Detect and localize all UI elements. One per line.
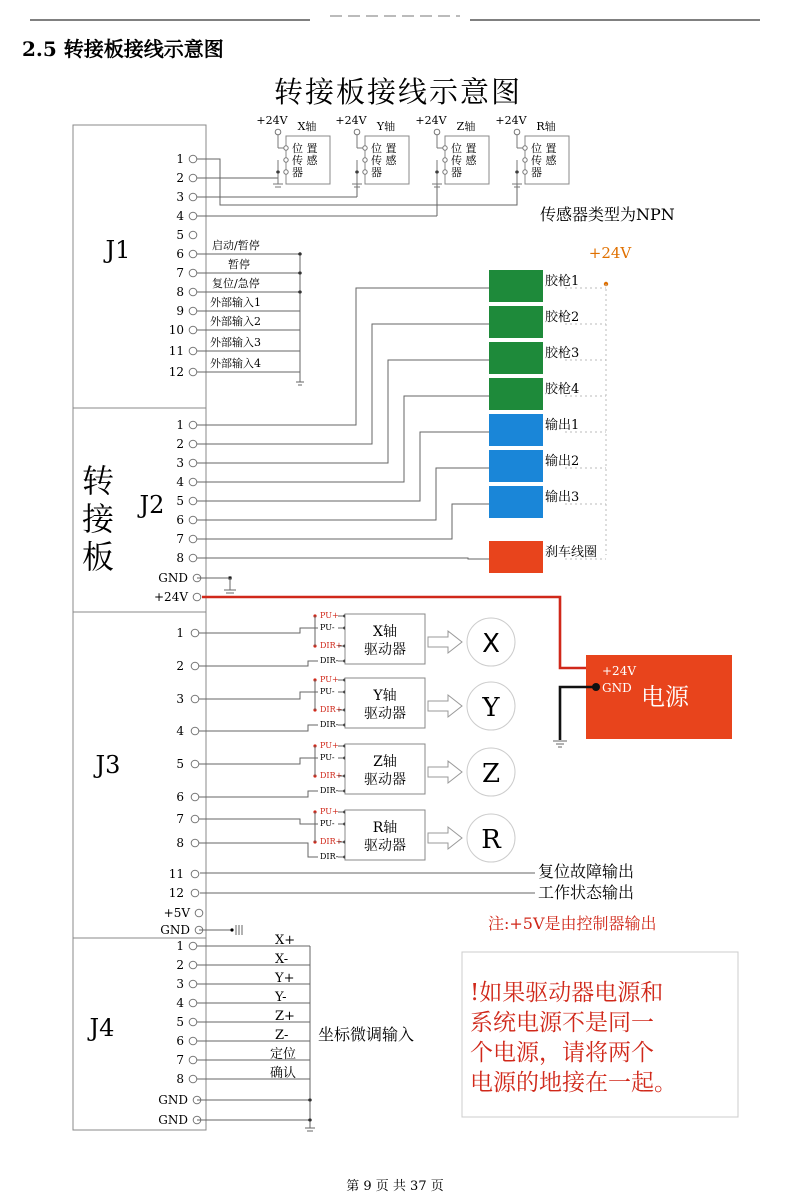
output-label: 输出1: [545, 418, 580, 433]
driver-signal-label: PU+: [320, 741, 339, 750]
driver-r: [199, 807, 515, 862]
output-1: [489, 270, 606, 302]
driver-z: [199, 741, 515, 797]
j2-pin-gnd-number: GND: [158, 571, 188, 585]
j3-pin-5: [176, 757, 198, 771]
driver-signal-label: PU-: [320, 819, 335, 828]
j3-pin-1-terminal: [191, 629, 199, 637]
j1-input-6: [197, 335, 300, 351]
j4-pin-6-number: 6: [176, 1034, 184, 1048]
j1-input-label: 外部输入1: [210, 296, 261, 309]
connector-j4-label: J4: [89, 1014, 115, 1042]
j4-input-8: [197, 1066, 310, 1081]
j3-pin-11-number: 11: [168, 867, 184, 881]
j2-pin-5-terminal: [189, 497, 197, 505]
sensor-text-line: 器: [451, 166, 462, 179]
j4-pin-5: [176, 1015, 196, 1029]
j1-pin-2-number: 2: [176, 171, 184, 185]
sensor-axis-label: Z轴: [456, 120, 476, 133]
j4-pin-2-terminal: [189, 961, 197, 969]
sensor-supply-terminal: [514, 129, 520, 135]
j3-pin-4: [176, 724, 198, 738]
output-label: 输出3: [545, 490, 580, 505]
output-label: 胶枪3: [545, 346, 580, 361]
j4-pin-8-number: 8: [176, 1072, 184, 1086]
sensor-supply-terminal: [434, 129, 440, 135]
sensor-supply-terminal: [354, 129, 360, 135]
j1-pin-12-terminal: [189, 368, 197, 376]
j4-input-1: [197, 933, 310, 948]
output-block: [489, 541, 543, 573]
board-label-char-2: 接: [81, 500, 115, 538]
j1-input-label: 外部输入4: [210, 357, 261, 370]
warning-line-4: 电源的地接在一起。: [470, 1070, 677, 1096]
j3-pin-8-terminal: [191, 839, 199, 847]
j3-pin-2: [176, 659, 198, 673]
j4-pin-5-number: 5: [176, 1015, 184, 1029]
j1-input-2: [197, 257, 302, 275]
j1-pin-2-terminal: [189, 174, 197, 182]
sensor-1: [256, 114, 330, 187]
sensor-3: [415, 114, 489, 187]
j1-input-label: 启动/暂停: [212, 239, 260, 252]
j1-pin-5-terminal: [189, 231, 197, 239]
output-supply-label: +24V: [588, 244, 632, 262]
j4-pin-8-terminal: [189, 1075, 197, 1083]
j1-pin-1: [176, 152, 196, 166]
sensor-text-line: 传 感: [531, 154, 557, 167]
j1-pin-9-number: 9: [176, 304, 184, 318]
driver-y: [199, 675, 515, 731]
sensor-axis-label: X轴: [297, 120, 317, 133]
sensor-text-line: 器: [292, 166, 303, 179]
output-5: [489, 414, 606, 446]
power-supply-gnd-label: GND: [602, 681, 632, 695]
j4-pin-gnd-2-number: GND: [158, 1113, 188, 1127]
motor-label: Z: [481, 759, 501, 789]
driver-name-line-2: 驱动器: [364, 642, 406, 658]
j1-pin-11-terminal: [189, 347, 197, 355]
j1-pin-7-number: 7: [176, 266, 184, 280]
j1-input-1: [197, 238, 302, 256]
j1-pin-12-number: 12: [168, 365, 184, 379]
sensor-text-line: 器: [371, 166, 382, 179]
sensor-supply-label: +24V: [256, 114, 288, 127]
driver-name-line-1: Y轴: [373, 688, 397, 704]
j4-input-label: X+: [275, 933, 296, 948]
j3-pin-3-number: 3: [176, 692, 184, 706]
j4-pin-4: [176, 996, 196, 1010]
diagram-title: 转接板接线示意图: [273, 75, 523, 109]
j3-pin-12: [169, 886, 199, 900]
j3-pin-8-number: 8: [176, 836, 184, 850]
driver-signal-label: PU+: [320, 675, 339, 684]
j3-pin-plus-5v-number: +5V: [163, 906, 190, 920]
j4-input-label: X-: [275, 952, 289, 967]
sensor-text-line: 位 置: [451, 142, 477, 155]
sensor-group: [256, 114, 569, 187]
j4-pin-7: [176, 1053, 196, 1067]
j4-pin-8: [176, 1072, 196, 1086]
sensor-supply-label: +24V: [495, 114, 527, 127]
j3-pin-11: [169, 867, 199, 881]
j2-pin-7: [176, 532, 196, 546]
sensor-4: [495, 114, 569, 187]
output-8: [489, 541, 606, 573]
driver-name-line-1: Z轴: [373, 754, 397, 770]
j3-pin-7-terminal: [191, 815, 199, 823]
j3-pin-plus-5v-terminal: [195, 909, 203, 917]
j1-pin-5: [176, 228, 196, 242]
output-label: 胶枪1: [545, 274, 580, 289]
j4-input-2: [197, 952, 310, 967]
j1-pin-12: [169, 365, 197, 379]
motor-label: X: [482, 629, 500, 659]
j4-input-5: [197, 1009, 310, 1024]
j1-pin-6-terminal: [189, 250, 197, 258]
j2-output-wiring: [197, 288, 489, 559]
j3-pin-plus-5v: [164, 906, 203, 920]
driver-signal-label: PU+: [320, 807, 339, 816]
driver-name-line-2: 驱动器: [364, 838, 406, 854]
j3-pin-6-number: 6: [176, 790, 184, 804]
adapter-board-outline: [73, 125, 206, 1130]
j1-input-5: [197, 314, 300, 330]
j3-pin-6-terminal: [191, 793, 199, 801]
driver-signal-label: DIR+: [320, 771, 343, 780]
j3-pin-3: [176, 692, 198, 706]
driver-arrow: [428, 761, 462, 783]
j2-pin-7-terminal: [189, 535, 197, 543]
sensor-text-line: 传 感: [371, 154, 397, 167]
j2-pin-6-number: 6: [176, 513, 184, 527]
j1-pin-6-number: 6: [176, 247, 184, 261]
sensor-text-line: 位 置: [531, 142, 557, 155]
j1-pin-7-terminal: [189, 269, 197, 277]
driver-arrow: [428, 695, 462, 717]
output-block: [489, 306, 543, 338]
j1-pin-8: [176, 285, 196, 299]
j2-pin-2-terminal: [189, 440, 197, 448]
j3-pin-2-number: 2: [176, 659, 184, 673]
driver-signal-label: PU+: [320, 611, 339, 620]
j4-pin-gnd-1-number: GND: [158, 1093, 188, 1107]
j4-pin-3-terminal: [189, 980, 197, 988]
j2-pin-5: [176, 494, 196, 508]
j4-pin-2-number: 2: [176, 958, 184, 972]
j4-pin-7-number: 7: [176, 1053, 184, 1067]
j2-pin-6-terminal: [189, 516, 197, 524]
driver-name-line-1: X轴: [373, 624, 397, 640]
j3-pin-2-terminal: [191, 662, 199, 670]
j4-pin-3-number: 3: [176, 977, 184, 991]
j4-pin-2: [176, 958, 196, 972]
j1-pin-9: [176, 304, 196, 318]
j3-pin-1: [176, 626, 198, 640]
driver-signal-label: DIR-: [320, 656, 339, 665]
driver-name-line-2: 驱动器: [364, 772, 406, 788]
j4-pin-gnd-2: [158, 1113, 201, 1127]
j2-gnd-symbol: [197, 577, 236, 594]
j1-input-label: 复位/急停: [212, 277, 260, 290]
j4-pin-3: [176, 977, 196, 991]
warning-box: [462, 952, 738, 1117]
j4-note: 坐标微调输入: [318, 1025, 415, 1044]
board-label-char-3: 板: [81, 538, 115, 576]
section-title: 2.5 转接板接线示意图: [22, 37, 224, 61]
j4-input-3: [197, 971, 310, 986]
j2-pin-1-number: 1: [176, 418, 184, 432]
j1-input-7: [197, 356, 300, 372]
output-block: [489, 378, 543, 410]
j1-pin-6: [176, 247, 196, 261]
j2-pin-5-number: 5: [176, 494, 184, 508]
connector-j2-label: J2: [139, 491, 165, 519]
j2-pin-plus-24v: [154, 590, 201, 604]
j3-pin-12-number: 12: [168, 886, 184, 900]
j3-pin-3-terminal: [191, 695, 199, 703]
j1-pin-group: [169, 152, 197, 379]
j4-pin-1-number: 1: [176, 939, 184, 953]
j1-pin-10-number: 10: [168, 323, 184, 337]
page-footer: 第 9 页 共 37 页: [346, 1179, 444, 1194]
warning-line-3: 个电源，请将两个: [470, 1040, 654, 1066]
j2-pin-3-number: 3: [176, 456, 184, 470]
sensor-text-line: 位 置: [292, 142, 318, 155]
output-label: 胶枪2: [545, 310, 580, 325]
output-4: [489, 378, 606, 410]
j1-pin-11: [169, 344, 197, 358]
power-supply-label: 电源: [641, 683, 689, 711]
j2-pin-plus-24v-terminal: [193, 593, 201, 601]
sensor-text-line: 位 置: [371, 142, 397, 155]
sensor-2: [335, 114, 409, 187]
j2-pin-3-terminal: [189, 459, 197, 467]
output-block: [489, 450, 543, 482]
connector-j1-label: J1: [105, 236, 131, 264]
j3-pin-group: [160, 626, 242, 937]
j3-pin-8: [176, 836, 198, 850]
driver-signal-label: DIR+: [320, 641, 343, 650]
j1-pin-5-number: 5: [176, 228, 184, 242]
j2-pin-8-number: 8: [176, 551, 184, 565]
sensor-axis-label: R轴: [536, 120, 556, 133]
j4-input-6: [197, 1028, 310, 1043]
j1-pin-3-number: 3: [176, 190, 184, 204]
driver-signal-label: PU-: [320, 623, 335, 632]
j2-pin-3: [176, 456, 196, 470]
driver-signal-label: DIR+: [320, 837, 343, 846]
j1-pin-1-number: 1: [176, 152, 184, 166]
j2-pin-1-terminal: [189, 421, 197, 429]
output-block: [489, 486, 543, 518]
j1-pin-8-number: 8: [176, 285, 184, 299]
j4-pin-4-terminal: [189, 999, 197, 1007]
j2-pin-8: [176, 551, 196, 565]
j1-pin-8-terminal: [189, 288, 197, 296]
driver-signal-label: DIR-: [320, 786, 339, 795]
note-5v: 注:+5V是由控制器输出: [488, 914, 657, 933]
j1-pin-10-terminal: [189, 326, 197, 334]
j2-pin-gnd: [158, 571, 201, 585]
j3-pin-7: [176, 812, 198, 826]
driver-signal-label: DIR-: [320, 720, 339, 729]
warning-line-1: !如果驱动器电源和: [470, 980, 664, 1006]
j3-pin-12-terminal: [191, 889, 199, 897]
j4-pin-6-terminal: [189, 1037, 197, 1045]
j2-pin-2: [176, 437, 196, 451]
j1-input-label: 暂停: [228, 258, 250, 271]
header-rule: [30, 16, 760, 20]
output-7: [489, 486, 606, 518]
j1-pin-9-terminal: [189, 307, 197, 315]
j3-pin-5-number: 5: [176, 757, 184, 771]
j3-pin-11-terminal: [191, 870, 199, 878]
j4-pin-1-terminal: [189, 942, 197, 950]
sensor-supply-terminal: [275, 129, 281, 135]
j1-pin-11-number: 11: [168, 344, 184, 358]
sensor-supply-label: +24V: [335, 114, 367, 127]
driver-signal-label: PU-: [320, 687, 335, 696]
j3-pin-4-terminal: [191, 727, 199, 735]
driver-name-line-2: 驱动器: [364, 706, 406, 722]
j3-pin-5-terminal: [191, 760, 199, 768]
output-label: 刹车线圈: [545, 545, 598, 560]
warning-line-2: 系统电源不是同一: [470, 1010, 654, 1036]
j4-input-7: [197, 1047, 310, 1062]
j2-pin-7-number: 7: [176, 532, 184, 546]
j1-pin-4-terminal: [189, 212, 197, 220]
j2-pin-1: [176, 418, 196, 432]
j4-input-4: [197, 990, 310, 1005]
driver-group: [199, 611, 515, 862]
motor-label: R: [481, 825, 501, 855]
motor-label: Y: [482, 693, 500, 723]
j4-input-label: Z-: [275, 1028, 289, 1043]
j2-pin-4-terminal: [189, 478, 197, 486]
j1-to-output-wiring: [296, 252, 304, 385]
output-block-group: [489, 270, 606, 573]
j2-pin-4: [176, 475, 196, 489]
sensor-text-line: 传 感: [292, 154, 318, 167]
j2-pin-plus-24v-number: +24V: [154, 590, 188, 604]
j4-pin-gnd-1: [158, 1093, 201, 1107]
j4-input-label: Y-: [275, 990, 287, 1005]
j2-pin-2-number: 2: [176, 437, 184, 451]
j4-pin-5-terminal: [189, 1018, 197, 1026]
j1-input-label: 外部输入3: [210, 336, 261, 349]
output-3: [489, 342, 606, 374]
driver-signal-label: PU-: [320, 753, 335, 762]
j4-input-group: [197, 933, 315, 1131]
j2-pin-8-terminal: [189, 554, 197, 562]
driver-name-line-1: R轴: [372, 820, 398, 836]
j3-pin-1-number: 1: [176, 626, 184, 640]
j1-pin-3: [176, 190, 196, 204]
j3-pin-gnd: [160, 923, 203, 937]
output-block: [489, 414, 543, 446]
j4-input-label: 定位: [270, 1047, 297, 1062]
driver-arrow: [428, 827, 462, 849]
j3-pin-4-number: 4: [176, 724, 184, 738]
j3-pin-6: [176, 790, 198, 804]
j4-input-label: Z+: [275, 1009, 295, 1024]
sensor-axis-label: Y轴: [376, 120, 396, 133]
j2-pin-6: [176, 513, 196, 527]
j3-pin-gnd-number: GND: [160, 923, 190, 937]
output-label: 胶枪4: [545, 382, 580, 397]
sensor-type-note: 传感器类型为NPN: [540, 205, 675, 224]
j1-pin-4-number: 4: [176, 209, 184, 223]
connector-j3-label: J3: [95, 751, 121, 779]
j1-pin-1-terminal: [189, 155, 197, 163]
output-2: [489, 306, 606, 338]
j4-input-label: Y+: [275, 971, 295, 986]
j3-output-1-label: 复位故障输出: [538, 862, 635, 881]
driver-x: [199, 611, 515, 666]
board-label-char-1: 转: [81, 462, 115, 500]
j1-pin-3-terminal: [189, 193, 197, 201]
j4-input-label: 确认: [270, 1066, 297, 1081]
j1-input-4: [197, 295, 300, 311]
j1-input-group: [197, 238, 302, 372]
j1-input-3: [197, 276, 302, 294]
output-6: [489, 450, 606, 482]
j4-pin-4-number: 4: [176, 996, 184, 1010]
j2-pin-4-number: 4: [176, 475, 184, 489]
j4-pin-group: [158, 939, 201, 1127]
j1-input-label: 外部输入2: [210, 315, 261, 328]
j1-pin-7: [176, 266, 196, 280]
j4-pin-6: [176, 1034, 196, 1048]
j3-output-2-label: 工作状态输出: [538, 883, 635, 902]
driver-arrow: [428, 631, 462, 653]
j3-pin-7-number: 7: [176, 812, 184, 826]
output-block: [489, 342, 543, 374]
sensor-text-line: 传 感: [451, 154, 477, 167]
sensor-supply-label: +24V: [415, 114, 447, 127]
power-supply-24v-label: +24V: [602, 664, 636, 678]
driver-signal-label: DIR-: [320, 852, 339, 861]
driver-signal-label: DIR+: [320, 705, 343, 714]
j4-pin-7-terminal: [189, 1056, 197, 1064]
output-label: 输出2: [545, 454, 580, 469]
output-block: [489, 270, 543, 302]
j1-pin-10: [169, 323, 197, 337]
j4-pin-1: [176, 939, 196, 953]
sensor-text-line: 器: [531, 166, 542, 179]
j1-pin-2: [176, 171, 196, 185]
j1-pin-4: [176, 209, 196, 223]
